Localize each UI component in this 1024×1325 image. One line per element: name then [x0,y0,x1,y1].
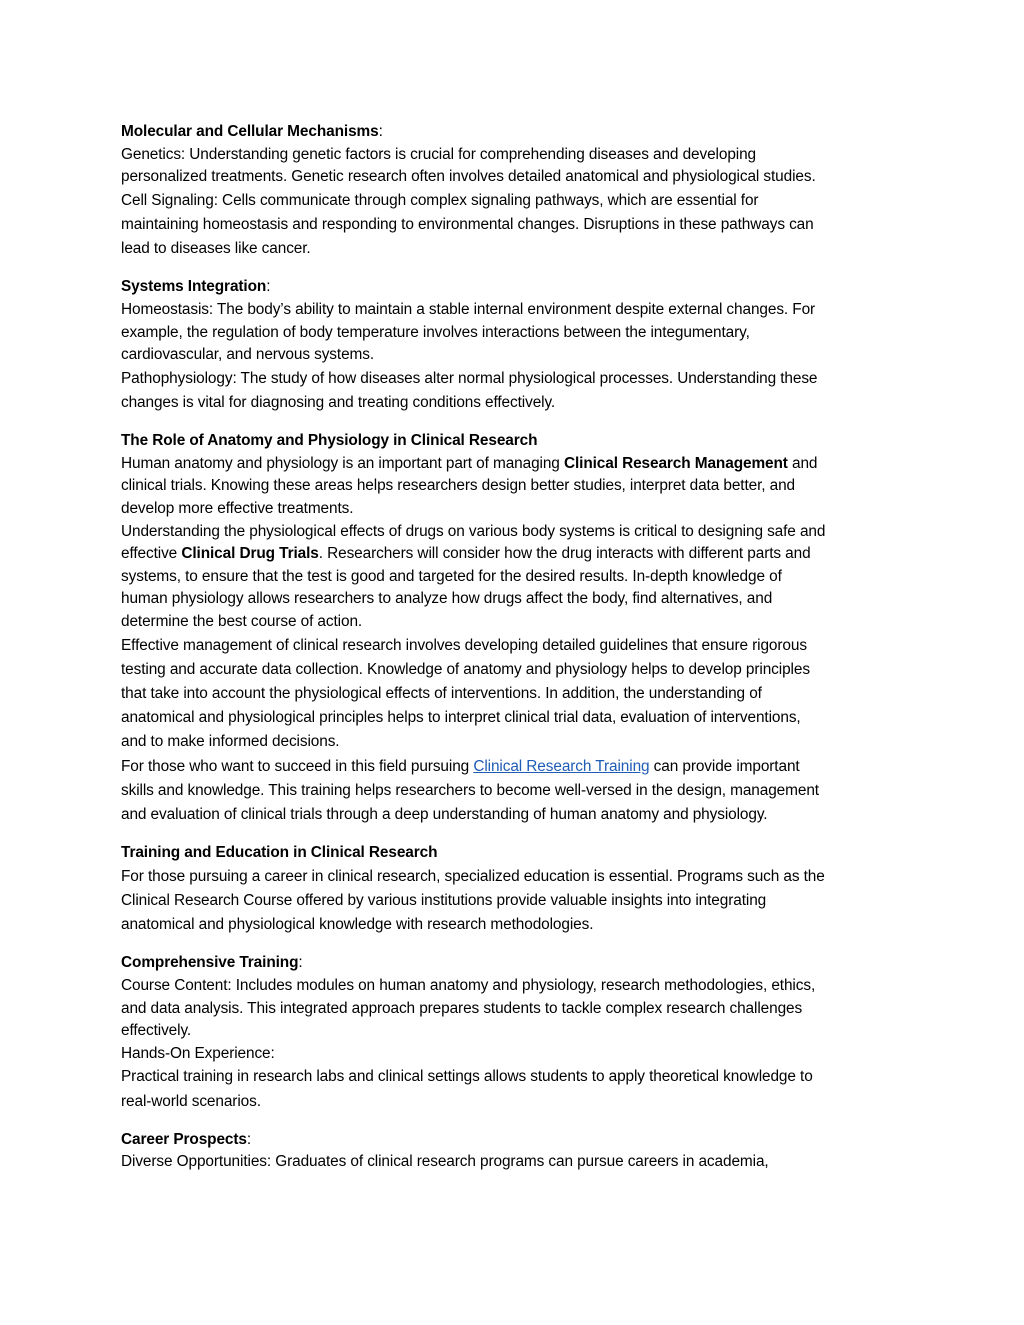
text-run: can provide important [649,757,800,775]
paragraph-line: that take into account the physiological effects of interventions. In addition, the understanding of [121,684,762,702]
paragraph-line: clinical trials. Knowing these areas helps researchers design better studies, interpret data better, and [121,477,796,495]
section-role [121,430,911,827]
paragraph-line: cardiovascular, and nervous systems. [121,346,375,364]
paragraph-line: Course Content: Includes modules on human anatomy and physiology, research methodologies, ethics, [121,976,816,994]
paragraph-line: determine the best course of action. [121,612,363,630]
paragraph-line: Effective management of clinical research involves developing detailed guidelines that ensure rigorous [121,636,807,654]
heading-colon: : [378,123,383,140]
paragraph-line: example, the regulation of body temperature involves interactions between the integumentary, [121,323,750,341]
paragraph-line: Understanding the physiological effects of drugs on various body systems is critical to designing safe and [121,522,826,540]
paragraph-line: changes is vital for diagnosing and treating conditions effectively. [121,393,556,411]
paragraph-line: human physiology allows researchers to analyze how drugs affect the body, find alternatives, and [121,590,773,608]
paragraph-line: lead to diseases like cancer. [121,240,311,258]
section-training [121,842,911,937]
paragraph-line: Practical training in research labs and clinical settings allows students to apply theoretical knowledge to [121,1068,813,1086]
paragraph-line: Clinical Research Course offered by various institutions provide valuable insights into integrating [121,891,767,909]
paragraph-line: maintaining homeostasis and responding to environmental changes. Disruptions in these pathways can [121,215,814,233]
heading-colon: : [246,1130,252,1148]
text-run: For those who want to succeed in this field pursuing [121,757,474,775]
section-molecular [121,121,911,261]
paragraph-line: Diverse Opportunities: Graduates of clinical research programs can pursue careers in academia, [121,1153,769,1171]
section-comprehensive [121,952,911,1113]
heading-text: Career Prospects [121,1130,247,1148]
paragraph-line: Homeostasis: The body’s ability to maintain a stable internal environment despite external changes. For [121,300,816,318]
heading-text: Systems Integration [121,278,267,296]
section-systems [121,276,911,415]
heading-text: Comprehensive Training [121,954,299,972]
paragraph-line: real-world scenarios. [121,1092,261,1110]
section-heading [121,276,911,299]
paragraph-line: Pathophysiology: The study of how diseases alter normal physiological processes. Understanding these [121,369,818,387]
section-heading [121,121,911,144]
clinical-research-training-link[interactable]: Clinical Research Training [473,757,650,775]
paragraph-line: develop more effective treatments. [121,499,354,517]
paragraph-line: and data analysis. This integrated approach prepares students to tackle complex research challenges [121,999,803,1017]
bold-term: Clinical Research Management [563,454,788,472]
paragraph-line [121,755,911,779]
paragraph-line: systems, to ensure that the test is good and targeted for the desired results. In-depth knowledge of [121,567,782,585]
section-heading [121,952,911,975]
heading-text: Training and Education in Clinical Research [121,844,438,862]
heading-text: Molecular and Cellular Mechanisms [121,123,379,140]
section-career [121,1129,911,1174]
bold-term: Clinical Drug Trials [181,545,319,563]
text-run: effective [121,545,182,563]
paragraph-line: Hands-On Experience: [121,1044,275,1062]
section-heading [121,430,911,453]
text-run: . Researchers will consider how the drug interacts with different parts and [318,545,811,563]
paragraph-line [121,453,911,476]
heading-text: The Role of Anatomy and Physiology in Clinical Research [121,432,538,450]
paragraph-line: and to make informed decisions. [121,733,340,751]
paragraph-line: For those pursuing a career in clinical research, specialized education is essential. Programs such as the [121,867,825,885]
paragraph-line [121,543,911,566]
paragraph-line: testing and accurate data collection. Knowledge of anatomy and physiology helps to develop principles [121,660,810,678]
paragraph-line: anatomical and physiological principles helps to interpret clinical trial data, evaluation of interventions, [121,709,801,727]
paragraph-line: Genetics: Understanding genetic factors is crucial for comprehending diseases and developing [121,145,757,163]
paragraph-line: personalized treatments. Genetic research often involves detailed anatomical and physiological studies. [121,168,816,186]
section-heading [121,1129,911,1152]
text-run: and [787,454,818,472]
section-heading [121,842,911,865]
paragraph-line: effectively. [121,1022,192,1040]
heading-colon: : [298,954,303,972]
paragraph-line: skills and knowledge. This training helps researchers to become well-versed in the design, management [121,781,819,799]
paragraph-line: anatomical and physiological knowledge with research methodologies. [121,916,594,934]
text-run: Human anatomy and physiology is an important part of managing [121,454,564,472]
heading-colon: : [266,278,271,296]
document-page [121,121,911,1189]
paragraph-line: Cell Signaling: Cells communicate through complex signaling pathways, which are essential for [121,191,759,209]
paragraph-line: and evaluation of clinical trials through a deep understanding of human anatomy and physiology. [121,805,768,823]
